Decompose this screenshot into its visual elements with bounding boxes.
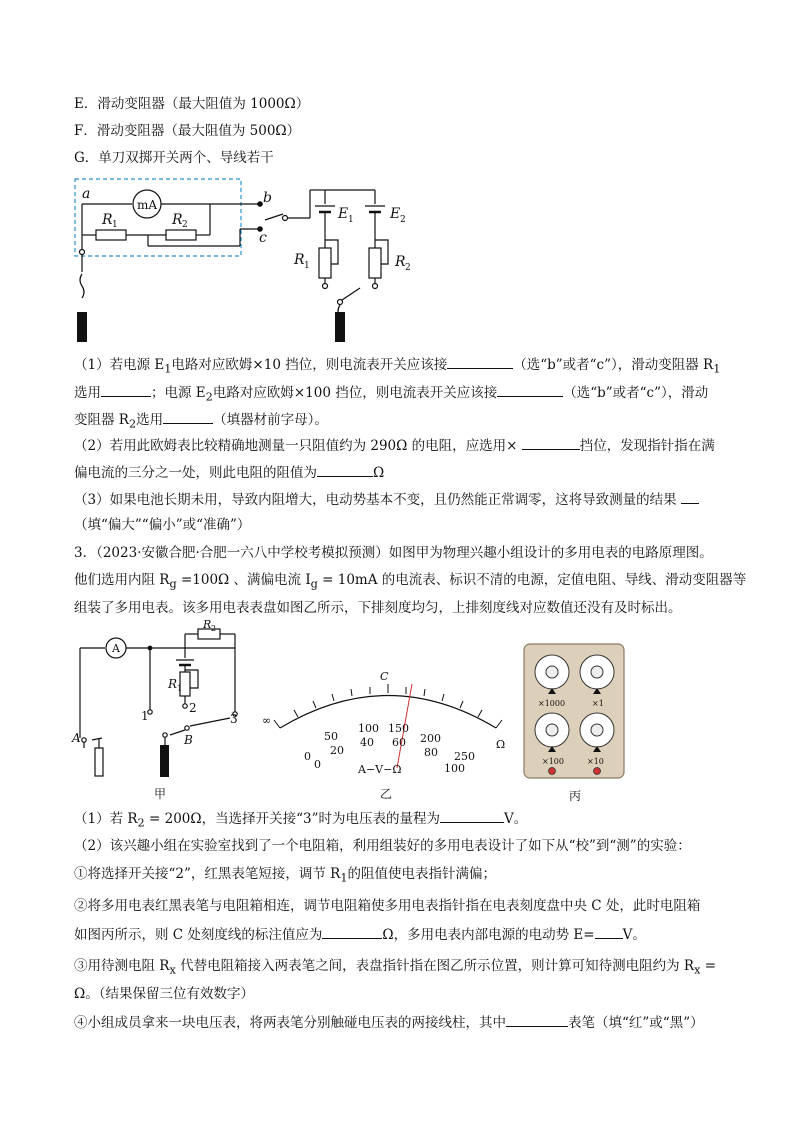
blank-8[interactable] [440,808,504,823]
q2-1-line3: 变阻器 $R_2$选用 （填器材前字母）。 [74,409,328,435]
meter-dial-yi [258,668,516,802]
jia-r2-top: R [203,618,212,631]
blank-6[interactable] [317,462,373,477]
dial-lower-60: 60 [392,736,406,749]
q2-3-line2: （填“偏大”“偏小”或“准确”） [74,517,251,533]
blank-5[interactable] [522,435,580,450]
label-r1: R [102,212,113,228]
blank-9[interactable] [322,924,382,939]
label-r1-sub: 1 [112,220,118,230]
jia-r1: R [168,677,178,691]
mult-100: ×100 [542,757,564,766]
dial-lower-0: 0 [314,758,321,771]
dial-upper-100: 100 [358,722,379,735]
item-e: E．滑动变阻器（最大阻值为 1000Ω） [74,96,310,112]
label-e1-sub: 1 [348,215,354,225]
jia-caption: 甲 [154,787,167,801]
dial-lower-100: 100 [444,762,465,775]
dial-lower-40: 40 [360,736,374,749]
q3-2: （2）该兴趣小组在实验室找到了一个电阻箱，利用组装好的多用电表设计了如下从“校”到“测”的实验： [74,838,691,854]
dial-upper-150: 150 [388,722,409,735]
probe-black [77,312,87,342]
label-r2-sub: 2 [182,220,188,230]
jia-terminal-2: 2 [189,701,197,715]
blank-4[interactable] [163,409,213,424]
multimeter-circuit-jia [70,618,250,802]
label-e1: E [338,206,349,222]
label-r2: R [172,212,183,228]
label-r2-rheostat: R [395,254,406,270]
mult-10: ×10 [587,757,604,766]
q3-step2-line1: ②将多用电表红黑表笔与电阻箱相连，调节电阻箱使多用电表指针指在电表刻度盘中央 C 处，此时电阻箱 [74,898,701,914]
jia-label-a: A [72,731,81,745]
jia-terminal-3: 3 [230,712,238,726]
dial-inf: ∞ [262,714,272,727]
probe-black-jia [160,745,169,777]
dial-omega: Ω [496,738,506,751]
jia-r1-sub: 1 [177,684,183,693]
q3-step3-line2: Ω。（结果保留三位有效数字） [74,986,254,1002]
jia-label-b: B [184,733,193,747]
label-e2: E [390,206,401,222]
blank-10[interactable] [595,924,623,939]
q3-1: （1）若 $R_2 = 200\Omega$，当选择开关接“3”时为电压表的量程为 V。 [74,808,527,834]
dial-upper-200: 200 [420,732,441,745]
dashed-box [75,179,241,256]
ohmmeter-circuit-figure [70,172,430,342]
q3-step4: ④小组成员拿来一块电压表，将两表笔分别触碰电压表的两接线柱，其中 表笔（填“红”或“黑”） [74,1012,704,1033]
blank-1[interactable] [447,354,513,369]
item-f: F．滑动变阻器（最大阻值为 500Ω） [74,123,301,139]
dial-upper-250: 250 [454,750,475,763]
label-ma: mA [137,198,158,212]
label-b: b [263,190,272,206]
mult-1: ×1 [592,699,604,708]
dial-lower-80: 80 [424,746,438,759]
label-a: a [82,186,91,202]
blank-2[interactable] [101,382,151,397]
dial-zero-upper: 0 [304,750,311,763]
jia-r2-sub: 2 [211,624,217,633]
bing-caption: 丙 [569,789,582,803]
q3-head-line3: 组装了多用电表。该多用电表表盘如图乙所示，下排刻度均匀，上排刻度线对应数值还没有及时标出。 [74,600,682,616]
label-r2-rheostat-sub: 2 [405,263,411,273]
label-r1-rheostat-sub: 1 [304,261,310,271]
label-e2-sub: 2 [400,215,406,225]
label-c: c [259,230,267,246]
terminal-red-2[interactable] [594,768,601,775]
q3-head-line1: 3．（2023·安徽合肥·合肥一六八中学校考模拟预测）如图甲为物理兴趣小组设计的多用电表的电路原理图。 [74,545,713,561]
dial-c-label: C [380,670,389,683]
item-g: G．单刀双掷开关两个、导线若干 [74,150,274,166]
q2-2-line2: 偏电流的三分之一处，则此电阻的阻值为 Ω [74,462,384,483]
q2-2-line1: （2）若用此欧姆表比较精确地测量一只阻值约为 290Ω 的电阻，应选用× 挡位，发现指针指在满 [74,435,715,456]
probe-black-2 [335,312,345,342]
mult-1000: ×1000 [538,699,566,708]
r2-resistor [166,230,196,240]
blank-11[interactable] [506,1012,568,1027]
r1-resistor [96,230,126,240]
blank-3[interactable] [497,382,563,397]
label-r1-rheostat: R [294,252,305,268]
q2-1-line1: （1）若电源 $E_1$电路对应欧姆×10 挡位，则电流表开关应该接 （选“b”或者“c”），滑动变阻器 $R_1$ [74,354,720,380]
q3-step2-line2: 如图丙所示，则 C 处刻度线的标注值应为 Ω，多用电表内部电源的电动势 E= V。 [74,924,646,945]
terminal-red[interactable] [549,768,556,775]
q3-head-line2: 他们选用内阻 $R_g =100\Omega$ 、满偏电流 $I_g = 10mA$ 的电流表、标识不清的电源，定值电阻、导线、滑动变阻器等 [74,572,747,591]
blank-7[interactable] [681,489,699,504]
jia-ammeter-label: A [112,642,120,655]
q3-step1: ①将选择开关接“2”，红黑表笔短接，调节 $R_1$的阻值使电表指针满偏； [74,866,497,885]
resistance-box-bing [522,642,628,804]
dial-avo: A−V−Ω [358,763,402,776]
dial-lower-50: 50 [324,730,338,743]
dial-lower-20: 20 [330,744,344,757]
jia-terminal-1: 1 [141,709,149,723]
q3-step3-line1: ③用待测电阻 $R_x$ 代替电阻箱接入两表笔之间，表盘指针指在图乙所示位置，则计算可知待测电阻约为 $R_x$ = [74,958,717,977]
yi-caption: 乙 [380,787,393,801]
q2-3-line1: （3）如果电池长期未用，导致内阻增大，电动势基本不变，且仍然能正常调零，这将导致测量的结果 [74,489,699,510]
q2-1-line2: 选用 ；电源 $E_2$电路对应欧姆×100 挡位，则电流表开关应该接 （选“b”或者“c”），滑动 [74,382,708,408]
